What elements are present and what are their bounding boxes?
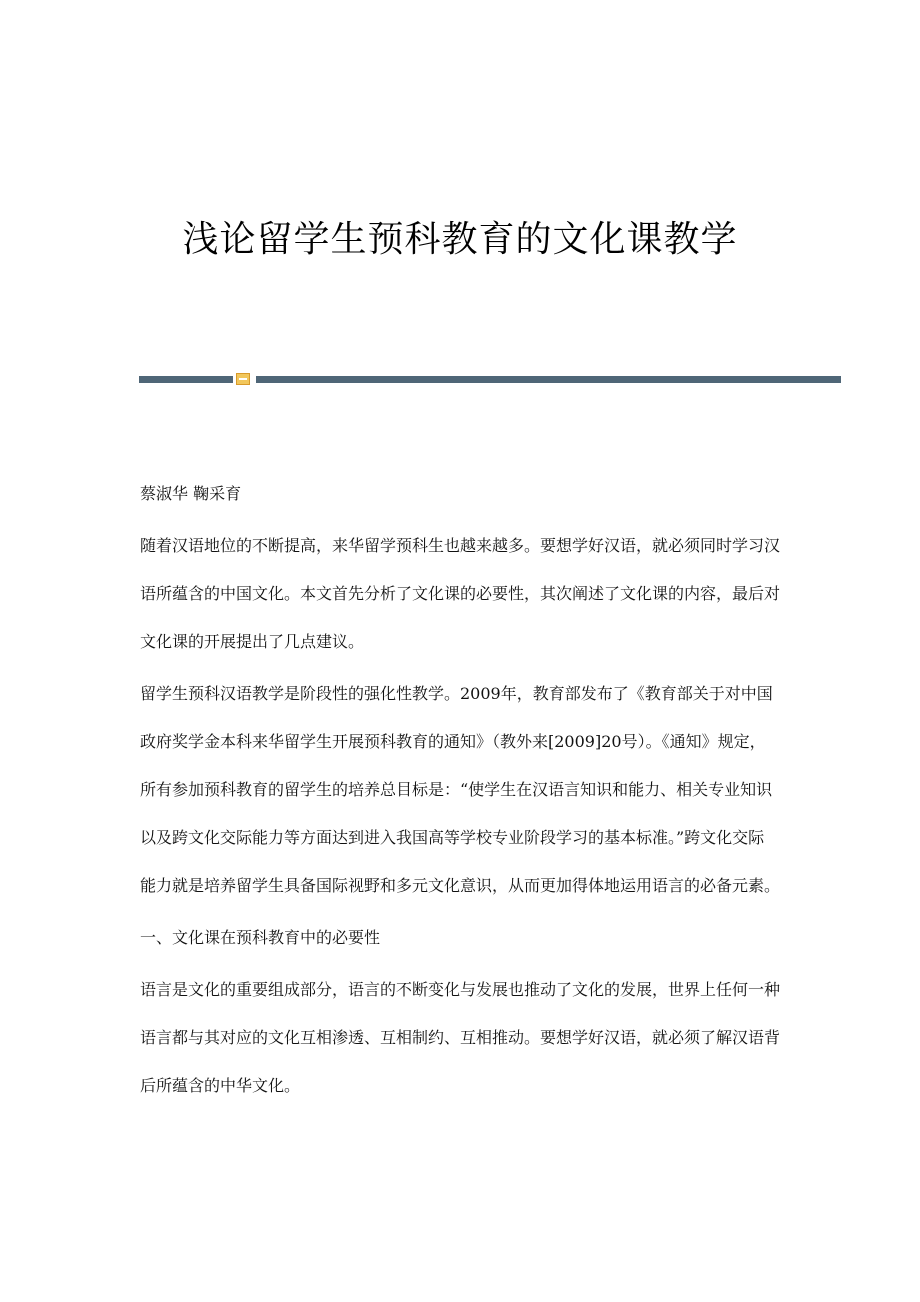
section-heading: 一、文化课在预科教育中的必要性 bbox=[140, 928, 381, 947]
title-divider bbox=[139, 373, 841, 385]
abstract-paragraph: 随着汉语地位的不断提高，来华留学预科生也越来越多。要想学好汉语，就必须同时学习汉语所蕴含的中国文化。本文首先分析了文化课的必要性，其次阐述了文化课的内容，最后对文化课的开展提出了几点建议。 bbox=[140, 536, 781, 651]
authors: 蔡淑华 鞠采育 bbox=[140, 484, 242, 503]
document-body bbox=[140, 470, 780, 1114]
divider-marker-icon bbox=[236, 373, 250, 385]
body-paragraph: 留学生预科汉语教学是阶段性的强化性教学。2009年，教育部发布了《教育部关于对中国政府奖学金本科来华留学生开展预科教育的通知》（教外来[2009]20号）。《通知》规定，所有参加预科教育的留学生的培养总目标是：“使学生在汉语言知识和能力、相关专业知识以及跨文化交际能力等方面达到进入我国高等学校专业阶段学习的基本标准。”跨文化交际能力就是培养留学生具备国际视野和多元文化意识，从而更加得体地运用语言的必备元素。 bbox=[140, 684, 781, 895]
divider-right-segment bbox=[256, 376, 841, 383]
body-paragraph: 语言是文化的重要组成部分，语言的不断变化与发展也推动了文化的发展，世界上任何一种语言都与其对应的文化互相渗透、互相制约、互相推动。要想学好汉语，就必须了解汉语背后所蕴含的中华文化。 bbox=[140, 980, 781, 1095]
document-title: 浅论留学生预科教育的文化课教学 bbox=[182, 219, 738, 260]
divider-left-segment bbox=[139, 376, 233, 383]
